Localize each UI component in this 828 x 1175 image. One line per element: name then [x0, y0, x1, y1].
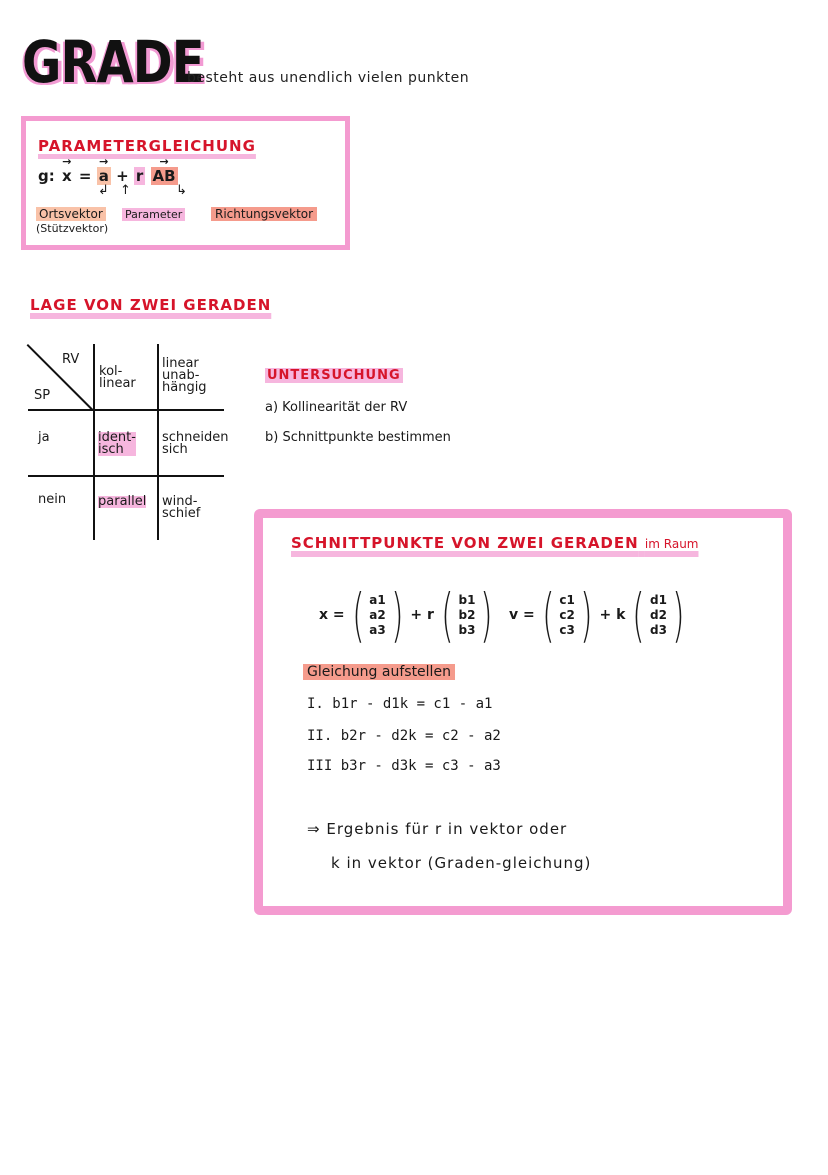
eq-g: g: — [38, 167, 55, 185]
ergebnis-line-1: ⇒ Ergebnis für r in vektor oder — [307, 820, 568, 838]
param-heading: PARAMETERGLEICHUNG — [38, 137, 256, 155]
eq-ab: → AB — [151, 167, 178, 185]
a3: a3 — [369, 622, 386, 637]
eq-equals: = — [78, 167, 92, 185]
plus-r: + r — [410, 607, 434, 623]
d2: d2 — [650, 607, 667, 622]
d1: d1 — [650, 592, 667, 607]
x-label: x = — [319, 607, 345, 623]
col-kollinear: kol- linear — [99, 364, 136, 391]
c2: c2 — [559, 607, 575, 622]
plus-k: + k — [599, 607, 626, 623]
row-nein: nein — [38, 492, 67, 507]
parametergleichung-box — [21, 116, 350, 250]
cell-schneiden: schneiden sich — [162, 430, 229, 457]
table-line — [28, 409, 224, 411]
v-label: v = — [509, 607, 535, 623]
gleichung-3: III b3r - d3k = c3 - a3 — [307, 758, 501, 774]
b1: b1 — [458, 592, 476, 607]
ergebnis-line-2: k in vektor (Graden-gleichung) — [331, 854, 592, 872]
c3: c3 — [559, 622, 575, 637]
row-ja: ja — [38, 430, 50, 445]
untersuchung-a: a) Kollinearität der RV — [265, 400, 408, 415]
eq-plus: + — [116, 167, 129, 185]
schnitt-heading-text: SCHNITTPUNKTE VON ZWEI GERADEN — [291, 534, 639, 552]
vector-c: ( c1 c2 c3 ) — [541, 581, 593, 649]
arrow-up-icon: ↑ — [120, 183, 131, 198]
b3: b3 — [458, 622, 476, 637]
cell-windschief: wind- schief — [162, 494, 201, 521]
cell-identisch: ident- isch — [98, 430, 136, 457]
gleichung-heading: Gleichung aufstellen — [303, 664, 455, 680]
b2: b2 — [458, 607, 476, 622]
lage-table — [28, 344, 229, 540]
schnitt-raum: im Raum — [644, 537, 699, 551]
arrow-up-icon: ↲ — [98, 183, 109, 198]
gleichung-1: I. b1r - d1k = c1 - a1 — [307, 696, 493, 712]
col-linear-unabhaengig: linear unab- hängig — [162, 356, 207, 395]
label-ortsvektor: Ortsvektor — [36, 207, 106, 221]
schnitt-heading — [291, 534, 698, 552]
subtitle: besteht aus unendlich vielen punkten — [187, 70, 470, 86]
untersuchung-heading: UNTERSUCHUNG — [267, 368, 401, 383]
eq-a: → a — [97, 167, 111, 185]
gerade-x-equation — [319, 581, 498, 649]
vector-d: ( d1 d2 d3 ) — [632, 581, 685, 649]
a1: a1 — [369, 592, 386, 607]
untersuchung-b: b) Schnittpunkte bestimmen — [265, 430, 451, 445]
c1: c1 — [559, 592, 575, 607]
vector-a: ( a1 a2 a3 ) — [351, 581, 404, 649]
label-richtungsvektor: Richtungsvektor — [211, 207, 317, 221]
lage-heading: LAGE VON ZWEI GERADEN — [30, 296, 272, 314]
corner-rv: RV — [62, 352, 80, 367]
gleichung-2: II. b2r - d2k = c2 - a2 — [307, 728, 501, 744]
eq-r: r — [135, 167, 144, 185]
gerade-v-equation — [509, 581, 690, 649]
d3: d3 — [650, 622, 667, 637]
schnittpunkte-box — [254, 509, 792, 915]
table-line — [157, 344, 159, 540]
label-stuetzvektor: (Stützvektor) — [36, 222, 109, 235]
corner-sp: SP — [34, 388, 51, 403]
page-title: GRADE — [22, 28, 204, 96]
table-line — [28, 475, 224, 477]
cell-parallel: parallel — [98, 494, 147, 509]
vector-b: ( b1 b2 b3 ) — [440, 581, 494, 649]
arrow-corner-icon: ↳ — [176, 183, 187, 198]
table-line — [93, 344, 95, 540]
a2: a2 — [369, 607, 386, 622]
label-parameter: Parameter — [122, 208, 185, 221]
eq-x: → x — [60, 167, 74, 185]
